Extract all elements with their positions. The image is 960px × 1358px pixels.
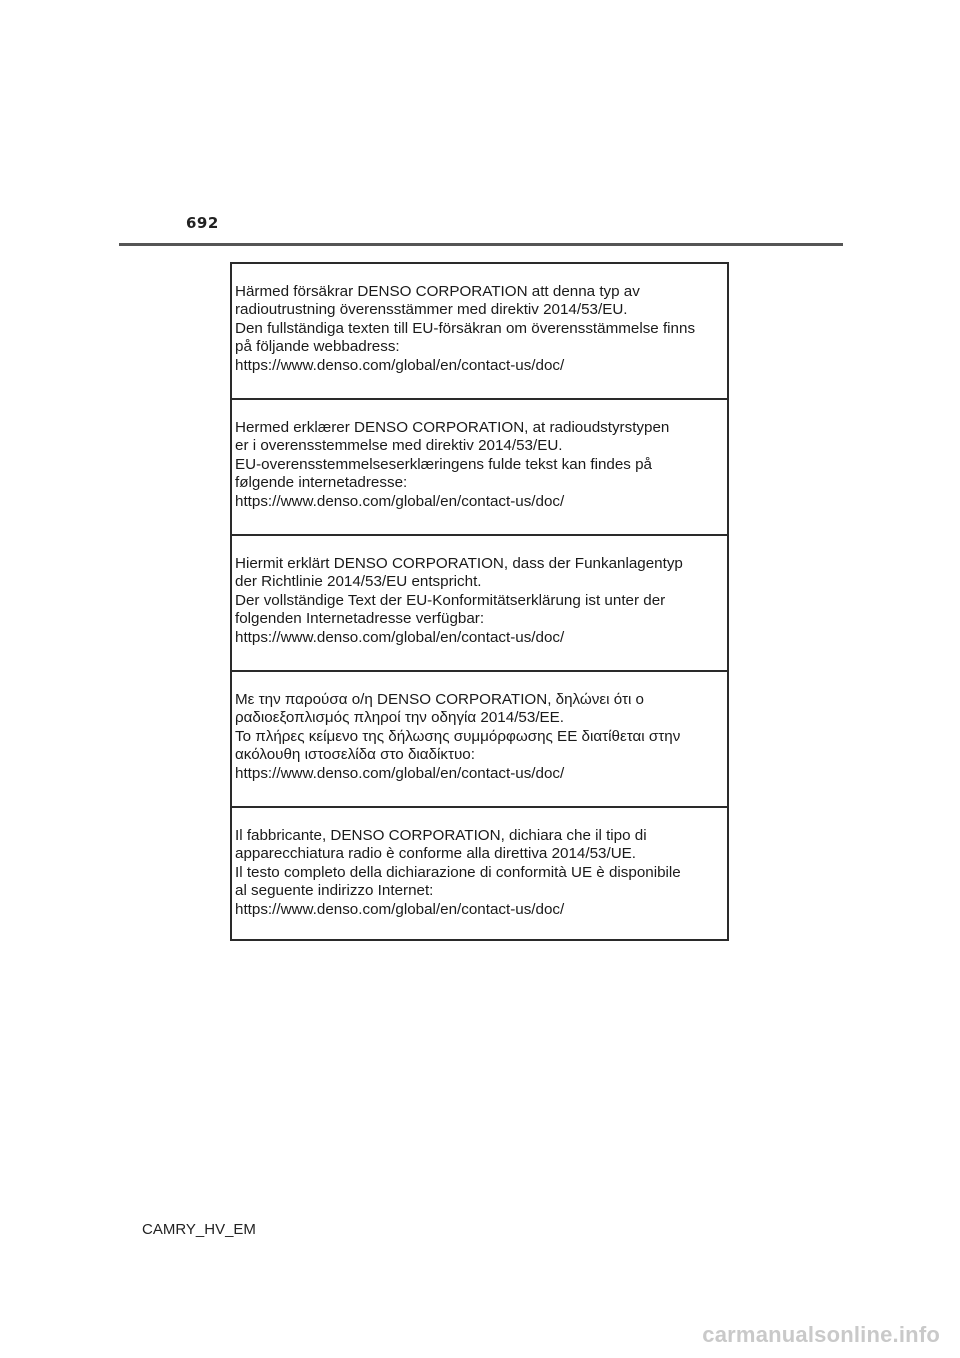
declaration-url[interactable]: https://www.denso.com/global/en/contact-us/doc/	[235, 492, 565, 510]
text-line: folgenden Internetadresse verfügbar:	[235, 610, 485, 628]
declaration-danish	[232, 400, 727, 535]
text-line: følgende internetadresse:	[235, 474, 408, 492]
text-line: ραδιοεξοπλισμός πληροί την οδηγία 2014/53/ΕΕ.	[235, 709, 565, 727]
text-line: EU-overensstemmelseserklæringens fulde tekst kan findes på	[235, 455, 653, 473]
text-line: Il fabbricante, DENSO CORPORATION, dichiara che il tipo di	[235, 827, 647, 844]
declaration-german	[232, 536, 727, 671]
text-line: radioutrustning överensstämmer med direktiv 2014/53/EU.	[235, 301, 628, 319]
page-number: 692	[186, 214, 219, 232]
declaration-url[interactable]: https://www.denso.com/global/en/contact-us/doc/	[235, 900, 565, 918]
text-line: der Richtlinie 2014/53/EU entspricht.	[235, 573, 482, 591]
text-line: apparecchiatura radio è conforme alla direttiva 2014/53/UE.	[235, 845, 637, 863]
declaration-italian	[232, 808, 727, 941]
declaration-swedish	[232, 264, 727, 399]
text-line: Hermed erklærer DENSO CORPORATION, at radioudstyrstypen	[235, 419, 670, 436]
text-line: på följande webbadress:	[235, 338, 400, 356]
footer-model-code: CAMRY_HV_EM	[142, 1221, 256, 1238]
declaration-box	[230, 262, 729, 941]
header-rule	[119, 243, 843, 246]
text-line: Härmed försäkrar DENSO CORPORATION att denna typ av	[235, 283, 640, 300]
text-line: er i overensstemmelse med direktiv 2014/53/EU.	[235, 437, 563, 455]
watermark: carmanualsonline.info	[702, 1322, 940, 1347]
text-line: Den fullständiga texten till EU-försäkran om överensstämmelse finns	[235, 319, 696, 337]
text-line: Το πλήρες κείμενο της δήλωσης συμμόρφωσης ΕΕ διατίθεται στην	[235, 727, 681, 745]
declaration-url[interactable]: https://www.denso.com/global/en/contact-us/doc/	[235, 356, 565, 374]
declaration-greek	[232, 672, 727, 807]
declaration-url[interactable]: https://www.denso.com/global/en/contact-us/doc/	[235, 764, 565, 782]
text-line: Der vollständige Text der EU-Konformitätserklärung ist unter der	[235, 591, 666, 609]
text-line: Il testo completo della dichiarazione di conformità UE è disponibile	[235, 863, 681, 881]
text-line: Hiermit erklärt DENSO CORPORATION, dass der Funkanlagentyp	[235, 555, 683, 572]
text-line: ακόλουθη ιστοσελίδα στο διαδίκτυο:	[235, 746, 475, 764]
declaration-url[interactable]: https://www.denso.com/global/en/contact-us/doc/	[235, 628, 565, 646]
text-line: al seguente indirizzo Internet:	[235, 882, 434, 900]
text-line: Με την παρούσα ο/η DENSO CORPORATION, δηλώνει ότι ο	[235, 691, 645, 708]
